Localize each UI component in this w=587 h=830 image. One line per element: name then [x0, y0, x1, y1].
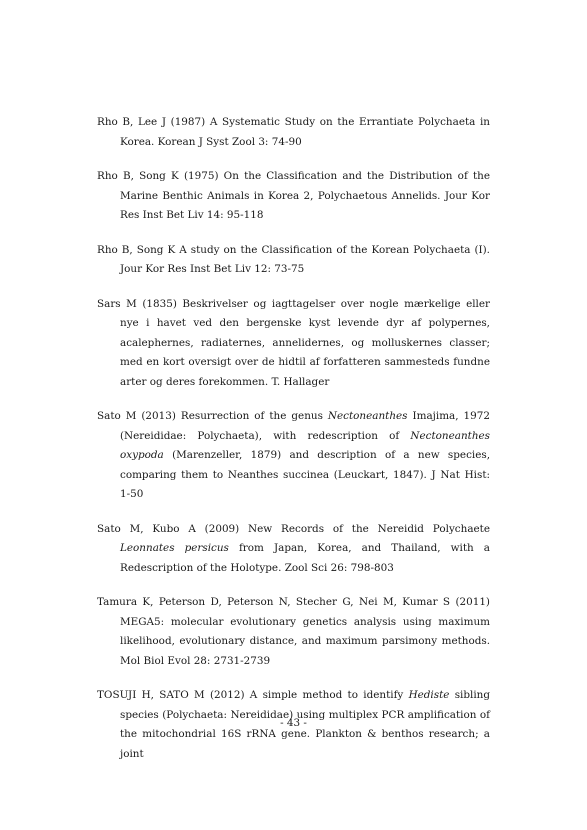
reference-entry	[97, 113, 490, 152]
reference-italic-text: Nectoneanthes oxypoda	[120, 429, 490, 461]
reference-text: from Japan, Korea, and Thailand, with a Redescription of the Holotype. Zool Sci 26: 798-803	[120, 542, 490, 574]
reference-entry	[97, 520, 490, 579]
reference-italic-text: Nectoneanthes	[327, 410, 408, 422]
reference-entry	[97, 167, 490, 226]
reference-text: Imajima, 1972 (Nereididae: Polychaeta), with redescription of	[120, 410, 490, 442]
reference-text: Rho B, Song K (1975) On the Classification and the Distribution of the Marine Benthic Animals in Korea 2, Polychaetous Annelids. Jour Kor Res Inst Bet Liv 14: 95-118	[97, 170, 490, 221]
reference-entry	[97, 295, 490, 393]
page-number: - 43 -	[280, 717, 307, 729]
reference-entry	[97, 241, 490, 280]
reference-text: sibling species (Polychaeta: Nereididae) using multiplex PCR amplification of the mitochondrial 16S rRNA gene. Plankton & benthos research; a joint	[120, 689, 490, 760]
reference-italic-text: Leonnates persicus	[120, 542, 229, 554]
reference-entry	[97, 593, 490, 671]
reference-text: (Marenzeller, 1879) and description of a new species, comparing them to Neanthes succinea (Leuckart, 1847). J Nat Hist: 1-50	[120, 449, 490, 500]
reference-italic-text: Hediste	[408, 689, 450, 701]
reference-text: Sars M (1835) Beskrivelser og iagttagelser over nogle mærkelige eller nye i havet ved den bergenske kyst levende dyr af polypernes, acalephernes, radiaternes, annelidernes, og molluskernes classer; med en kort oversigt over de hidtil af forfatteren sammesteds fundne arter og deres forekommen. T. Hallager	[97, 297, 490, 388]
reference-text: Rho B, Song K A study on the Classification of the Korean Polychaeta (I). Jour Kor Res Inst Bet Liv 12: 73-75	[97, 243, 490, 275]
reference-entry	[97, 407, 490, 505]
reference-list	[97, 113, 490, 764]
reference-text: Sato M (2013) Resurrection of the genus	[97, 410, 328, 422]
reference-text: Sato M, Kubo A (2009) New Records of the Nereidid Polychaete	[97, 522, 490, 535]
reference-text: Tamura K, Peterson D, Peterson N, Stecher G, Nei M, Kumar S (2011) MEGA5: molecular evolutionary genetics analysis using maximum likelihood, evolutionary distance, and maximum parsimony methods. Mol Biol Evol 28: 2731-2739	[97, 596, 490, 667]
reference-text: Rho B, Lee J (1987) A Systematic Study on the Errantiate Polychaeta in Korea. Korean J Syst Zool 3: 74-90	[97, 116, 490, 148]
reference-text: TOSUJI H, SATO M (2012) A simple method to identify	[97, 689, 409, 701]
